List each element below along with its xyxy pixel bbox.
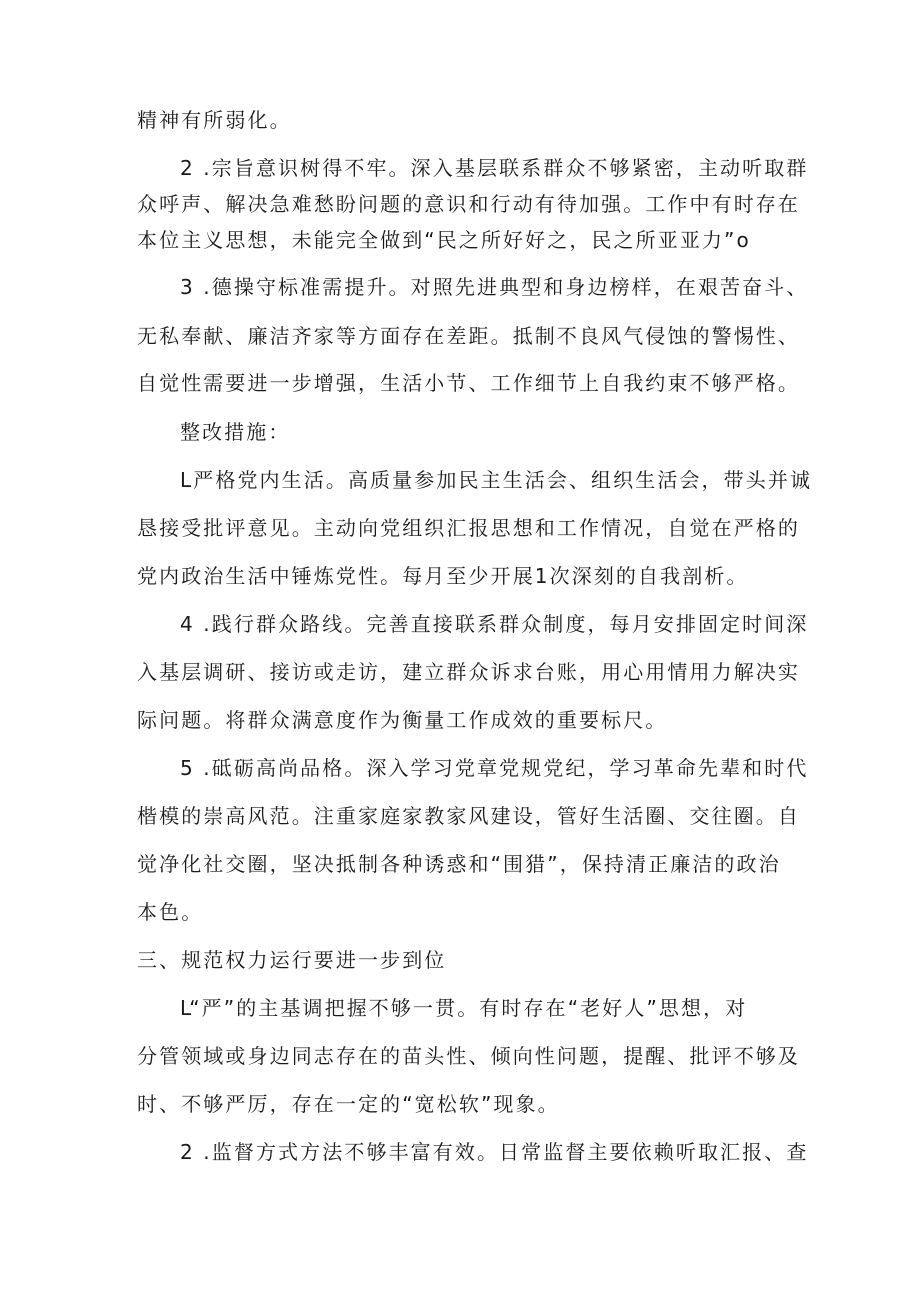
section-heading: 三、规范权力运行要进一步到位 — [137, 948, 447, 972]
text-line: 2 .宗旨意识树得不牢。深入基层联系群众不够紧密，主动听取群 — [180, 156, 809, 180]
text-line: 4 .践行群众路线。完善直接联系群众制度，每月安排固定时间深 — [180, 612, 809, 636]
text-line: 精神有所弱化。 — [137, 108, 292, 132]
text-line: 本色。 — [137, 900, 204, 924]
text-line: 3 .德操守标准需提升。对照先进典型和身边榜样，在艰苦奋斗、 — [180, 275, 809, 299]
text-line: 5 .砥砺高尚品格。深入学习党章党规党纪，学习革命先辈和时代 — [180, 756, 809, 780]
text-line: 无私奉献、廉洁齐家等方面存在差距。抵制不良风气侵蚀的警惕性、 — [137, 324, 800, 348]
text-line: 自觉性需要进一步增强，生活小节、工作细节上自我约束不够严格。 — [137, 371, 800, 395]
text-line: L严格党内生活。高质量参加民主生活会、组织生活会，带头并诚 — [180, 468, 813, 492]
section-heading: 整改措施： — [180, 420, 291, 444]
text-line: 分管领域或身边同志存在的苗头性、倾向性问题，提醒、批评不够及 — [137, 1044, 800, 1068]
text-line: L“严”的主基调把握不够一贯。有时存在“老好人”思想，对 — [180, 996, 748, 1020]
text-line: 觉净化社交圈，坚决抵制各种诱惑和“围猎”，保持清正廉洁的政治 — [137, 852, 781, 876]
text-line: 本位主义思想，未能完全做到“民之所好好之，民之所亚亚力”o — [137, 228, 751, 252]
text-line: 际问题。将群众满意度作为衡量工作成效的重要标尺。 — [137, 708, 668, 732]
text-line: 入基层调研、接访或走访，建立群众诉求台账，用心用情用力解决实 — [137, 660, 800, 684]
text-line: 众呼声、解决急难愁盼问题的意识和行动有待加强。工作中有时存在 — [137, 192, 800, 216]
text-line: 2 .监督方式方法不够丰富有效。日常监督主要依赖听取汇报、查 — [180, 1140, 809, 1164]
text-line: 时、不够严厉，存在一定的“宽松软”现象。 — [137, 1092, 560, 1116]
text-line: 楷模的崇高风范。注重家庭家教家风建设，管好生活圈、交往圈。自 — [137, 804, 800, 828]
text-line: 恳接受批评意见。主动向党组织汇报思想和工作情况，自觉在严格的 — [137, 516, 800, 540]
text-line: 党内政治生活中锤炼党性。每月至少开展1次深刻的自我剖析。 — [137, 564, 749, 588]
